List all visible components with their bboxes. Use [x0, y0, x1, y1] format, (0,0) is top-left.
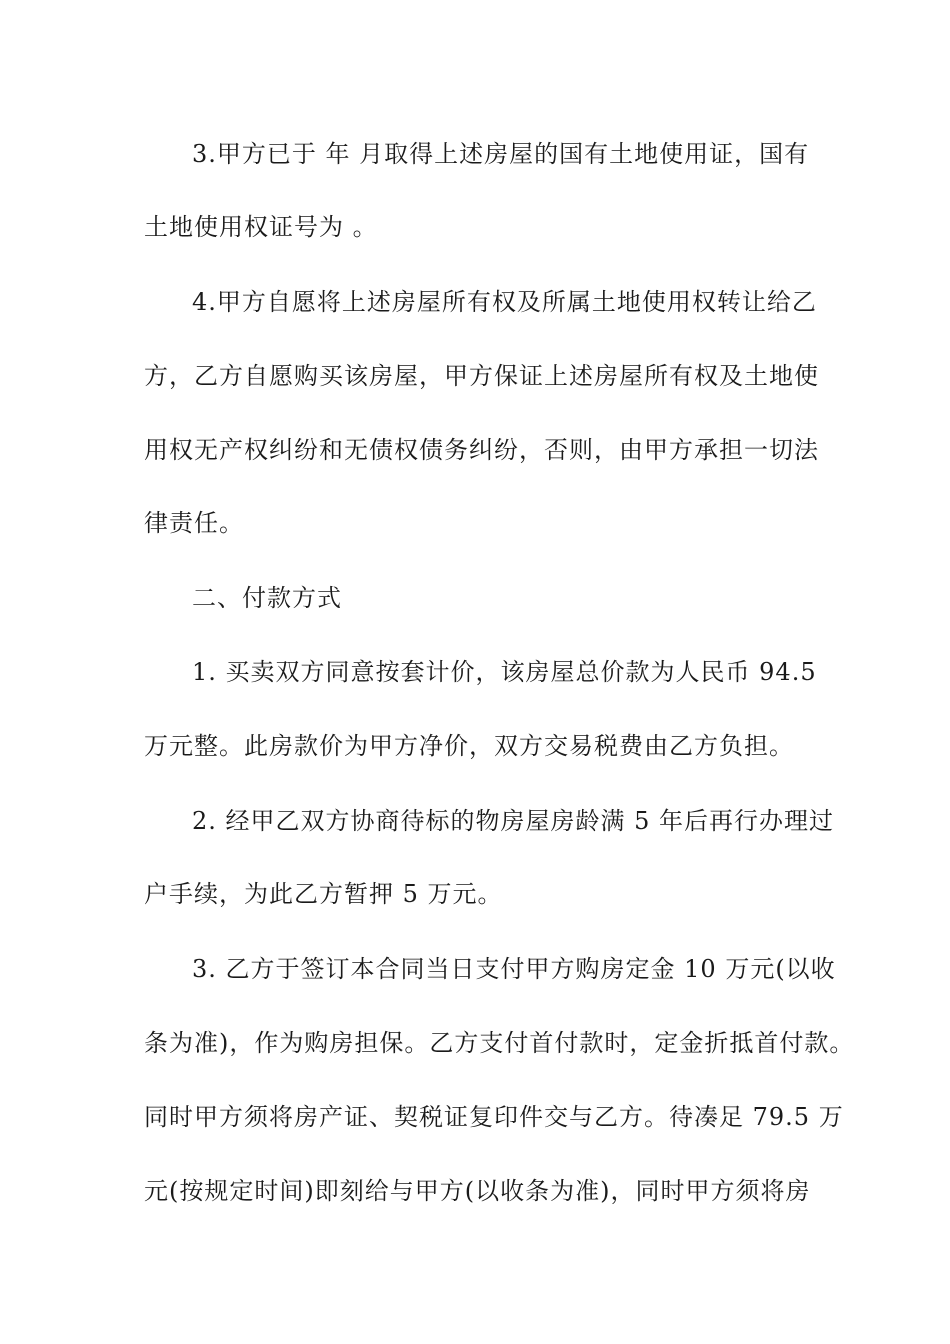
payment-item-3-line-4: 元(按规定时间)即刻给与甲方(以收条为准)，同时甲方须将房	[144, 1177, 811, 1205]
payment-item-3-line-1: 3. 乙方于签订本合同当日支付甲方购房定金 10 万元(以收	[192, 955, 836, 983]
clause-3-land-certificate-line-2: 土地使用权证号为 。	[144, 213, 378, 241]
clause-4-transfer-line-3: 用权无产权纠纷和无债权债务纠纷，否则，由甲方承担一切法	[144, 436, 819, 464]
clause-4-transfer-line-4: 律责任。	[144, 509, 244, 537]
clause-4-transfer-line-1: 4.甲方自愿将上述房屋所有权及所属土地使用权转让给乙	[192, 288, 817, 316]
payment-item-1-line-2: 万元整。此房款价为甲方净价，双方交易税费由乙方负担。	[144, 732, 794, 760]
payment-item-3-line-2: 条为准)，作为购房担保。乙方支付首付款时，定金折抵首付款。	[144, 1029, 855, 1057]
payment-item-3-line-3: 同时甲方须将房产证、契税证复印件交与乙方。待凑足 79.5 万	[144, 1103, 844, 1131]
payment-item-2-line-2: 户手续，为此乙方暂押 5 万元。	[144, 880, 503, 908]
section-heading-payment-method: 二、付款方式	[192, 584, 342, 612]
payment-item-1-line-1: 1. 买卖双方同意按套计价，该房屋总价款为人民币 94.5	[192, 658, 817, 686]
clause-4-transfer-line-2: 方，乙方自愿购买该房屋，甲方保证上述房屋所有权及土地使	[144, 362, 819, 390]
clause-3-land-certificate-line-1: 3.甲方已于 年 月取得上述房屋的国有土地使用证，国有	[192, 140, 810, 168]
payment-item-2-line-1: 2. 经甲乙双方协商待标的物房屋房龄满 5 年后再行办理过	[192, 807, 835, 835]
